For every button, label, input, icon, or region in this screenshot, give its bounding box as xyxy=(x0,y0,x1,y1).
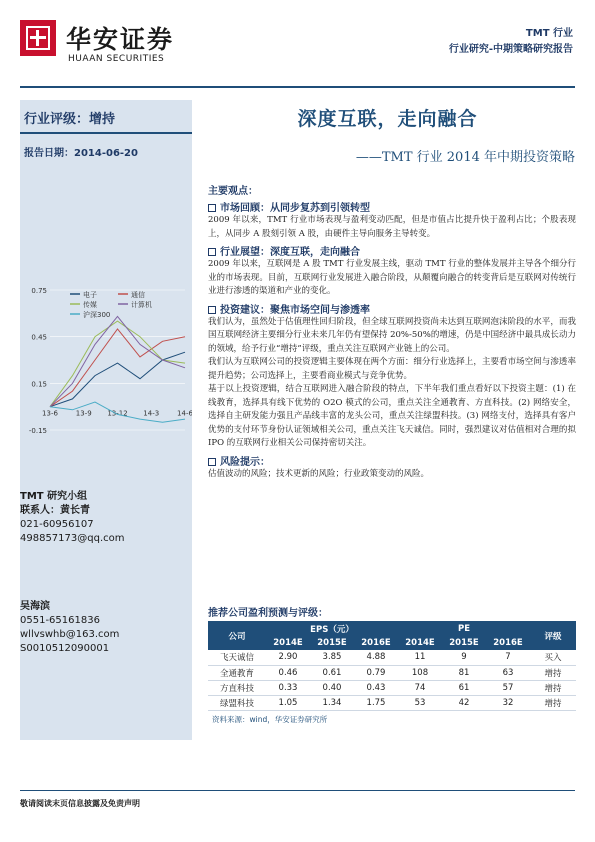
eps-cell: 0.33 xyxy=(266,680,310,695)
table-source: 资料来源：wind，华安证券研究所 xyxy=(212,715,328,724)
table-header-row xyxy=(208,622,576,636)
legend-label: 传媒 xyxy=(83,301,97,309)
analyst-name: 吴海滨 xyxy=(20,601,50,612)
eps-cell: 0.46 xyxy=(266,665,310,680)
bullet-outlook: 行业展望：深度互联，走向融合 xyxy=(208,243,576,258)
main-points xyxy=(208,182,576,481)
year-cell: 2015E xyxy=(310,636,354,650)
series-line xyxy=(50,321,185,407)
rating-cell: 增持 xyxy=(530,695,576,710)
bullet-investment: 投资建议：聚焦市场空间与渗透率 xyxy=(208,301,576,316)
checkbox-icon xyxy=(208,458,216,466)
para-risk: 估值波动的风险；技术更新的风险；行业政策变动的风险。 xyxy=(208,468,430,479)
analyst-cert: S0010512090001 xyxy=(20,643,110,654)
logo-icon xyxy=(20,20,56,56)
header-divider xyxy=(20,86,575,88)
industry-rating: 行业评级：增持 xyxy=(24,112,116,127)
company-name: 方直科技 xyxy=(208,680,266,695)
x-tick-label: 13-9 xyxy=(75,409,92,418)
y-tick-label: 0.75 xyxy=(31,287,47,295)
report-title: 深度互联，走向融合 xyxy=(297,108,478,130)
eps-cell: 0.79 xyxy=(354,665,398,680)
rating-cell: 买入 xyxy=(530,650,576,665)
eps-cell: 0.43 xyxy=(354,680,398,695)
checkbox-icon xyxy=(208,248,216,256)
date-value: 2014-06-20 xyxy=(74,148,138,159)
team-name: TMT 研究小组 xyxy=(20,491,88,502)
footer-divider xyxy=(20,790,575,791)
eps-cell: 0.61 xyxy=(310,665,354,680)
eps-cell: 1.05 xyxy=(266,695,310,710)
para-outlook: 2009 年以来，互联网是 A 股 TMT 行业发展主线，驱动 TMT 行业的整体发展并主导各个细分行业的市场表现。目前，互联网行业发展进入融合阶段，从颠覆向融合的转变背后是互联网对传统行业进行渗透的渠道和产业的变化。 xyxy=(208,259,576,296)
y-tick-label: 0.45 xyxy=(31,333,47,342)
industry-label: TMT 行业 xyxy=(525,28,573,39)
para-market-review: 2009 年以来，TMT 行业市场表现与盈利变动匹配，但是市值占比提升快于盈利占比；个股表现上，从同步 A 股刻引领 A 股，由硬件主导向服务主导转变。 xyxy=(208,215,576,239)
pe-cell: 53 xyxy=(398,695,442,710)
eps-cell: 3.85 xyxy=(310,650,354,665)
analyst-phone: 0551-65161836 xyxy=(20,615,100,626)
page-header xyxy=(0,0,595,92)
legend-label: 电子 xyxy=(83,291,97,299)
performance-chart xyxy=(20,280,192,450)
rating-bar xyxy=(20,100,192,134)
company-name: 飞天诚信 xyxy=(208,650,266,665)
pe-cell: 42 xyxy=(442,695,486,710)
para-investment-2: 我们认为互联网公司的投资逻辑主要体现在两个方面：细分行业选择上，主要看市场空间与渗透率提升趋势；公司选择上，主要看商业模式与竞争优势。 xyxy=(208,357,576,381)
contact-email: 498857173@qq.com xyxy=(20,533,125,544)
rating-cell: 增持 xyxy=(530,665,576,680)
pe-cell: 108 xyxy=(398,665,442,680)
eps-cell: 0.40 xyxy=(310,680,354,695)
pe-cell: 61 xyxy=(442,680,486,695)
bullet-market-review: 市场回顾：从同步复苏到引领转型 xyxy=(208,199,576,214)
main-points-heading: 主要观点： xyxy=(208,186,258,197)
rating-cell: 增持 xyxy=(530,680,576,695)
pe-cell: 81 xyxy=(442,665,486,680)
para-investment-1: 我们认为，虽然处于估值理性回归阶段，但全球互联网投资尚未达到互联网泡沫阶段的水平，而我国互联网经济主要细分行业未来几年仍有望保持 20%-50%的增速，仍是中国经济中最具成长动力的领域，给予行业“增持”评级，重点关注互联网产业链上的公司。 xyxy=(208,316,576,354)
x-tick-label: 14-3 xyxy=(143,409,160,418)
x-tick-label: 14-6 xyxy=(177,409,192,418)
year-cell: 2016E xyxy=(354,636,398,650)
table-row xyxy=(208,695,576,710)
pe-cell: 9 xyxy=(442,650,486,665)
year-cell: 2016E xyxy=(486,636,530,650)
date-label: 报告日期： xyxy=(24,148,74,159)
x-tick-label: 13-6 xyxy=(42,409,58,418)
series-line xyxy=(50,329,185,407)
contact-phone: 021-60956107 xyxy=(20,519,94,530)
eps-cell: 2.90 xyxy=(266,650,310,665)
table-row xyxy=(208,665,576,680)
x-tick-label: 13-12 xyxy=(107,409,128,418)
col-rating: 评级 xyxy=(530,622,576,650)
col-company: 公司 xyxy=(208,622,266,650)
contact-person: 联系人：黄长青 xyxy=(20,505,90,516)
performance-chart-svg xyxy=(20,280,192,450)
pe-cell: 57 xyxy=(486,680,530,695)
pe-cell: 7 xyxy=(486,650,530,665)
report-subtitle: ——TMT 行业 2014 年中期投资策略 xyxy=(355,150,575,165)
header-meta xyxy=(449,26,573,58)
pe-cell: 32 xyxy=(486,695,530,710)
para-investment-3: 基于以上投资逻辑，结合互联网进入融合阶段的特点，下半年我们重点看好以下投资主题：(1) 在线教育，选择具有线下优势的 O2O 模式的公司，重点关注全通教育、方直科技。(2) 网络安全，选择自主研发能力强且产品线丰富的龙头公司，重点关注绿盟科技。(3) 网络支付，选择具有客户优势的支付环节身份认证领域相关公司，重点关注飞天诚信。同时，强烈建议对估值相对合理的拟 IPO 的互联网行业相关公司保持密切关注。 xyxy=(208,384,576,448)
legend-label: 计算机 xyxy=(131,301,152,309)
legend-label: 通信 xyxy=(131,291,145,299)
eps-cell: 4.88 xyxy=(354,650,398,665)
checkbox-icon xyxy=(208,306,216,314)
legend-label: 沪深300 xyxy=(83,311,111,319)
table-title: 推荐公司盈利预测与评级： xyxy=(208,604,576,623)
eps-cell: 1.34 xyxy=(310,695,354,710)
analyst-block-1 xyxy=(20,490,192,546)
table-row xyxy=(208,680,576,695)
analyst-email: wllvswhb@163.com xyxy=(20,629,120,640)
logo-text-cn: 华安证券 xyxy=(66,25,175,54)
bullet-risk: 风险提示： xyxy=(208,453,576,468)
logo-text-en: HUAAN SECURITIES xyxy=(68,54,165,64)
year-cell: 2015E xyxy=(442,636,486,650)
footer-disclaimer: 敬请阅读末页信息披露及免责声明 xyxy=(20,799,140,808)
y-tick-label: 0.15 xyxy=(31,380,47,389)
col-eps: EPS（元） xyxy=(266,622,398,636)
y-tick-label: -0.15 xyxy=(28,427,47,435)
forecast-table xyxy=(208,622,576,711)
analyst-block-2 xyxy=(20,600,192,656)
col-pe: PE xyxy=(398,622,530,636)
report-date xyxy=(24,144,138,159)
company-name: 绿盟科技 xyxy=(208,695,266,710)
table-row xyxy=(208,650,576,665)
eps-cell: 1.75 xyxy=(354,695,398,710)
pe-cell: 74 xyxy=(398,680,442,695)
pe-cell: 63 xyxy=(486,665,530,680)
year-cell: 2014E xyxy=(398,636,442,650)
pe-cell: 11 xyxy=(398,650,442,665)
year-cell: 2014E xyxy=(266,636,310,650)
company-name: 全通教育 xyxy=(208,665,266,680)
checkbox-icon xyxy=(208,204,216,212)
report-type: 行业研究-中期策略研究报告 xyxy=(448,44,573,55)
